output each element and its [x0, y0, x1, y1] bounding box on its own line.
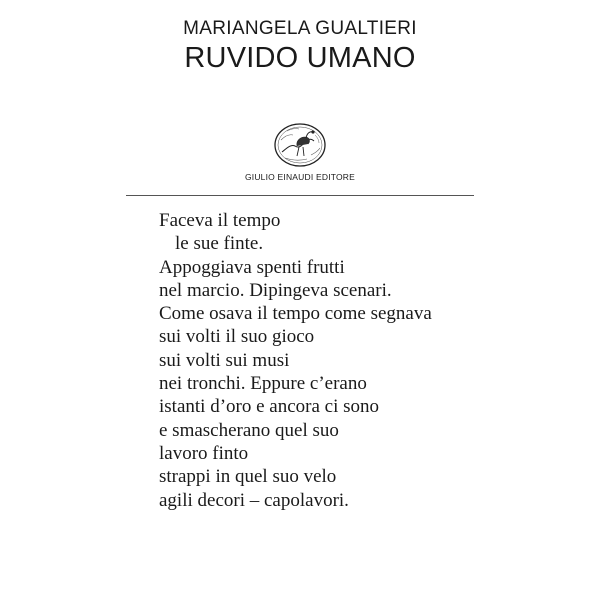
book-title: RUVIDO UMANO: [184, 42, 416, 74]
poem-line: agili decori – capolavori.: [159, 489, 349, 511]
poem-line: nei tronchi. Eppure c’erano: [159, 373, 367, 395]
poem-line: istanti d’oro e ancora ci sono: [159, 396, 380, 418]
poem-line: le sue finte.: [175, 233, 264, 255]
poem-body: [159, 209, 489, 512]
publisher-name: GIULIO EINAUDI EDITORE: [244, 172, 356, 182]
horizontal-rule: [126, 195, 474, 196]
author-name: MARIANGELA GUALTIERI: [183, 18, 417, 39]
poem-line: Faceva il tempo: [159, 210, 281, 231]
poem-line: nel marcio. Dipingeva scenari.: [159, 279, 392, 301]
poem-line: strappi in quel suo velo: [159, 466, 337, 488]
poem-line: sui volti il suo gioco: [159, 326, 315, 348]
poem-line: e smascherano quel suo: [159, 419, 339, 441]
poem-line: lavoro finto: [159, 442, 249, 464]
poem-line: Come osava il tempo come segnava: [159, 303, 432, 325]
poem-line: Appoggiava spenti frutti: [159, 256, 345, 278]
poem-line: sui volti sui musi: [159, 349, 290, 371]
ostrich-emblem-icon: [273, 122, 327, 168]
